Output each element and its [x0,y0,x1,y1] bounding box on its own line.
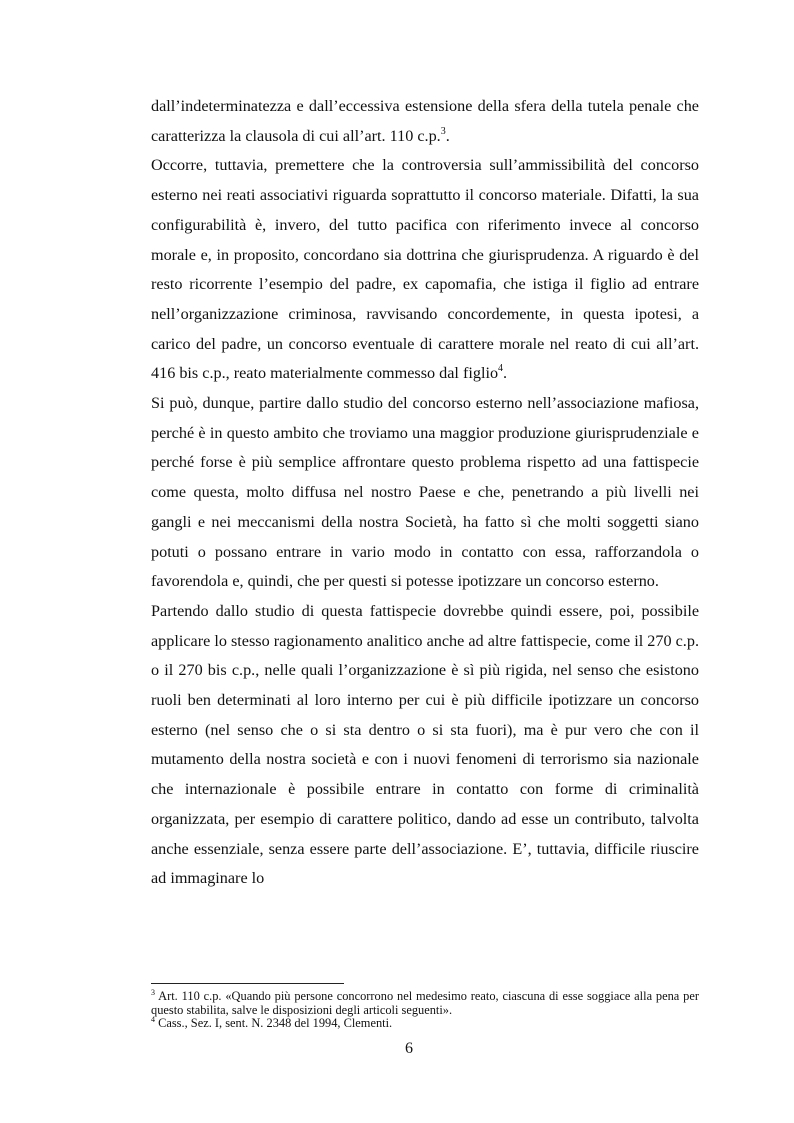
page-number: 6 [405,1040,413,1057]
footnote-text: Cass., Sez. I, sent. N. 2348 del 1994, Clementi. [155,1016,393,1031]
paragraph [151,597,699,894]
footnotes [151,990,699,1031]
footnote-separator [151,983,344,984]
footnote [151,990,699,1017]
paragraph [151,92,699,151]
footnote-text: Art. 110 c.p. «Quando più persone concorrono nel medesimo reato, ciascuna di esse soggiace alla pena per questo stabilita, salve le disposizioni degli articoli seguenti». [151,989,699,1017]
paragraph-text: Occorre, tuttavia, premettere che la controversia sull’ammissibilità del concorso esterno nei reati associativi riguarda soprattutto il concorso materiale. Difatti, la sua configurabilità è, invero, del tutto pacifica con riferimento invece al concorso morale e, in proposito, concordano sia dottrina che giurisprudenza. A riguardo è del resto ricorrente l’esempio del padre, ex capomafia, che istiga il figlio ad entrare nell’organizzazione criminosa, ravvisando concordemente, in questa ipotesi, a carico del padre, un concorso eventuale di carattere morale nel reato di cui all’art. 416 bis c.p., reato materialmente commesso dal figlio [151,156,699,383]
paragraph-text: Partendo dallo studio di questa fattispecie dovrebbe quindi essere, poi, possibile applicare lo stesso ragionamento analitico anche ad altre fattispecie, come il 270 c.p. o il 270 bis c.p., nelle quali l’organizzazione è sì più rigida, nel senso che esistono ruoli ben determinati al loro interno per cui è più difficile ipotizzare un concorso esterno (nel senso che o si sta dentro o si sta fuori), ma è pur vero che con il mutamento della nostra società e con i nuovi fenomeni di terrorismo sia nazionale che internazionale è possibile entrare in contatto con forme di criminalità organizzata, per esempio di carattere politico, dando ad esse un contributo, talvolta anche essenziale, senza essere parte dell’associazione. E’, tuttavia, difficile riuscire ad immaginare lo [151,601,699,888]
footnote-ref-4[interactable]: 4 [498,363,504,375]
footnote-number: 3 [151,988,155,997]
paragraph-text: dall’indeterminatezza e dall’eccessiva estensione della sfera della tutela penale che caratterizza la clausola di cui all’art. 110 c.p. [151,97,699,145]
footnote-ref-3[interactable]: 3 [440,125,446,137]
paragraph [151,151,699,389]
paragraph [151,389,699,597]
paragraph-text: Si può, dunque, partire dallo studio del concorso esterno nell’associazione mafiosa, perché è in questo ambito che troviamo una maggior produzione giurisprudenziale e perché forse è più semplice affrontare questo problema rispetto ad una fattispecie come questa, molto diffusa nel nostro Paese e che, penetrando a più livelli nei gangli e nei meccanismi della nostra Società, ha fatto sì che molti soggetti siano potuti o possano entrare in vario modo in contatto con essa, rafforzandola o favorendola e, quindi, che per questi si potesse ipotizzare un concorso esterno. [151,394,699,591]
footnote [151,1017,699,1031]
body-text [151,92,699,894]
paragraph-tail: . [503,364,508,383]
footnote-number: 4 [151,1015,155,1025]
paragraph-tail: . [445,126,450,145]
